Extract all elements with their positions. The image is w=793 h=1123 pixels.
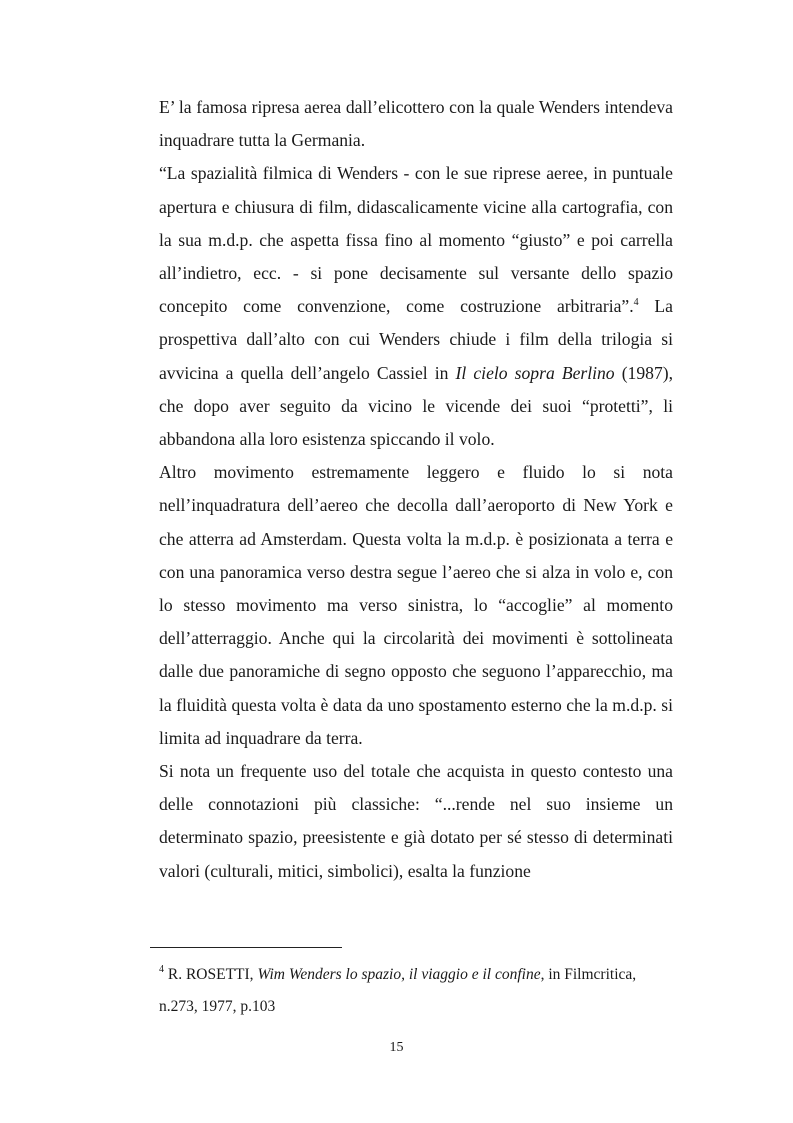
paragraph-3: Altro movimento estremamente leggero e fluido lo si nota nell’inquadratura dell’aereo che decolla dall’aeroporto di New York e che atterra ad Amsterdam. Questa volta la m.d.p. è posizionata a terra e con una panoramica verso destra segue l’aereo che si alza in volo e, con lo stesso movimento ma verso sinistra, lo “accoglie” al momento dell’atterraggio. Anche qui la circolarità dei movimenti è sottolineata dalle due panoramiche di segno opposto che seguono l’apparecchio, ma la fluidità questa volta è data da uno spostamento esterno che la m.d.p. si limita ad inquadrare da terra. [159, 462, 673, 748]
paragraph-2-end: (1987), che dopo aver seguito da vicino le vicende dei suoi “protetti”, li abbandona alla loro esistenza spiccando il volo. [159, 362, 673, 450]
paragraph-4: Si nota un frequente uso del totale che acquista in questo contesto una delle connotazioni più classiche: “...rende nel suo insieme un determinato spazio, preesistente e già dotato per sé stesso di determinati valori (culturali, mitici, simbolici), esalta la funzione [159, 761, 673, 881]
film-title: Il cielo sopra Berlino [455, 362, 615, 383]
paragraph-1: E’ la famosa ripresa aerea dall’elicottero con la quale Wenders intendeva inquadrare tutta la Germania. [159, 97, 673, 151]
footnote-title: Wim Wenders lo spazio, il viaggio e il confine [257, 966, 541, 983]
footnote-author: R. ROSETTI, [164, 966, 258, 983]
body-text [159, 91, 673, 888]
quote-text: “La spazialità filmica di Wenders - con le sue riprese aeree, in puntuale apertura e chiusura di film, didascalicamente vicine alla cartografia, con la sua m.d.p. che aspetta fissa fino al momento “giusto” e poi carrella all’indietro, ecc. - si pone decisamente sul versante dello spazio concepito come convenzione, come costruzione arbitraria”. [159, 163, 673, 317]
footnote-number: 4 [159, 964, 164, 975]
paragraph-2-text: La prospettiva dall’alto con cui Wenders chiude i film della trilogia si avvicina a quella dell’angelo Cassiel in [159, 296, 673, 383]
footnote [159, 959, 664, 1023]
paragraph-2 [159, 157, 673, 456]
footnote-source: , in Filmcritica, n.273, 1977, p.103 [159, 966, 637, 1015]
footnote-divider [150, 947, 342, 948]
footnote-reference: 4 [633, 297, 639, 309]
page-number: 15 [389, 1040, 404, 1055]
